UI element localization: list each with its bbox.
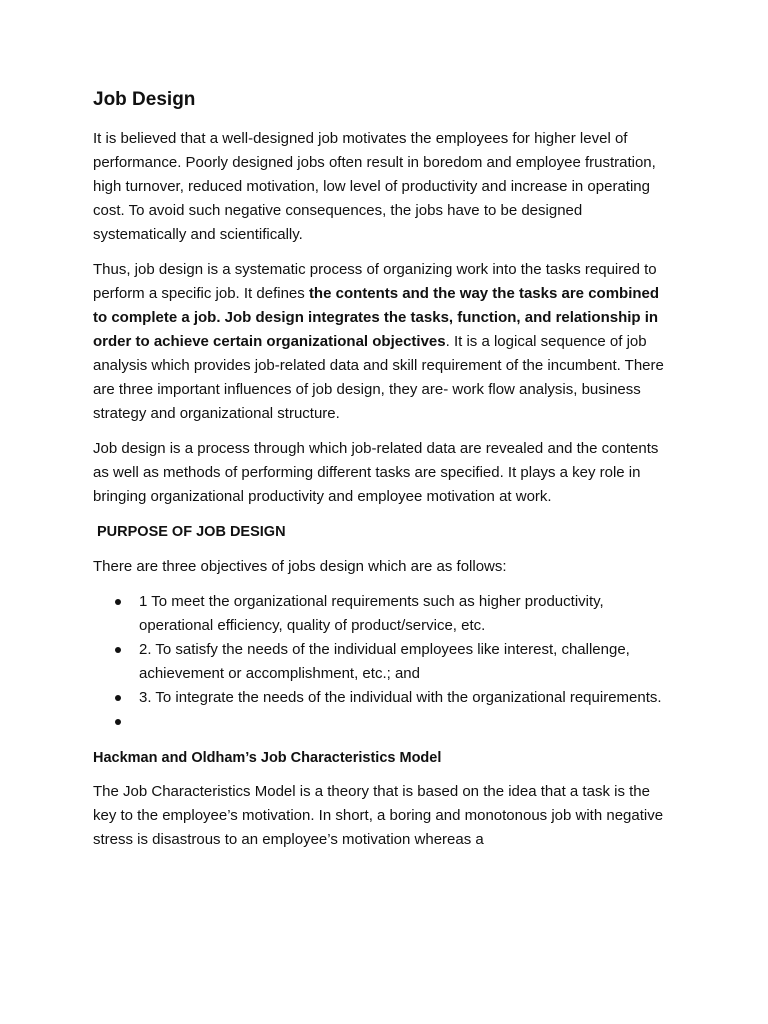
list-item: 1 To meet the organizational requirements such as higher productivity, operational efficiency, quality of product/service, etc. bbox=[139, 590, 676, 638]
process-paragraph: Job design is a process through which job-related data are revealed and the contents as well as methods of performing different tasks are specified. It plays a key role in bringing organizational productivity and employee motivation at work. bbox=[93, 440, 659, 505]
list-item-empty bbox=[139, 710, 676, 734]
definition-bold-text: the contents and the way the tasks are combined to complete a job. Job design integrates the tasks, function, and relationship in order to achieve certain organizational objectives bbox=[93, 285, 660, 350]
definition-paragraph bbox=[93, 258, 676, 426]
definition-text-start: Thus, job design is a systematic process of organizing work into the tasks required to perform a specific job. It defines bbox=[93, 261, 657, 302]
intro-paragraph: It is believed that a well-designed job motivates the employees for higher level of performance. Poorly designed jobs often result in boredom and employee frustration, high turnover, reduced motivation, low level of productivity and increase in operating cost. To avoid such negative consequences, the jobs have to be designed systematically and scientifically. bbox=[93, 130, 656, 243]
model-heading: Hackman and Oldham’s Job Characteristics Model bbox=[93, 750, 442, 766]
list-item: 2. To satisfy the needs of the individual employees like interest, challenge, achievement or accomplishment, etc.; and bbox=[139, 638, 676, 686]
objectives-intro: There are three objectives of jobs design which are as follows: bbox=[93, 558, 507, 575]
definition-text-end: . It is a logical sequence of job analysis which provides job-related data and skill requirement of the incumbent. There are three important influences of job design, they are- work flow analysis, business strategy and organizational structure. bbox=[93, 333, 664, 422]
objectives-list bbox=[93, 590, 676, 734]
page-title: Job Design bbox=[93, 89, 196, 110]
purpose-heading: PURPOSE OF JOB DESIGN bbox=[97, 524, 286, 540]
model-paragraph: The Job Characteristics Model is a theory that is based on the idea that a task is the key to the employee’s motivation. In short, a boring and monotonous job with negative stress is disastrous to an employee’s motivation whereas a bbox=[93, 783, 664, 848]
list-item: 3. To integrate the needs of the individual with the organizational requirements. bbox=[139, 686, 676, 710]
